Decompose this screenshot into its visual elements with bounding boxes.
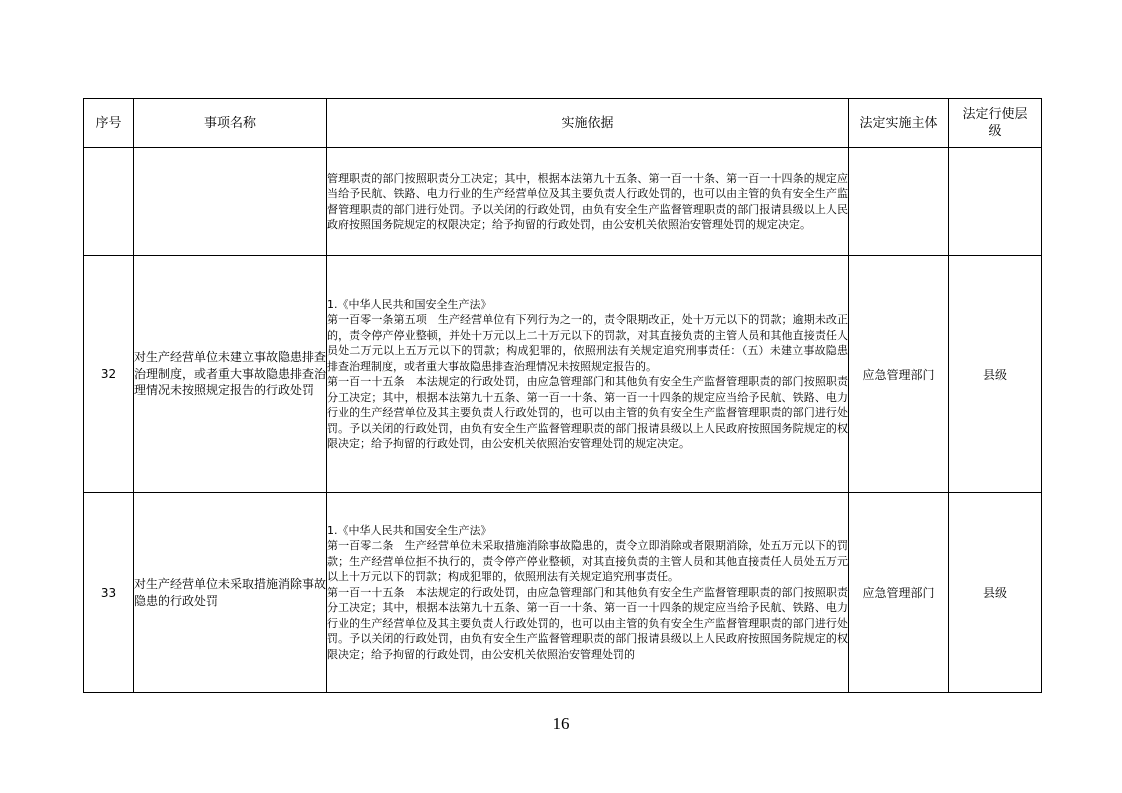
header-level — [949, 99, 1042, 148]
row-subject: 应急管理部门 — [849, 493, 949, 693]
cell-index-empty — [84, 148, 134, 256]
row-item-name: 对生产经营单位未建立事故隐患排查治理制度，或者重大事故隐患排查治理情况未按照规定报告的行政处罚 — [134, 256, 327, 493]
table-row-continued — [84, 148, 1042, 256]
row-basis — [327, 493, 849, 693]
row-index: 32 — [84, 256, 134, 493]
cell-subject-empty — [849, 148, 949, 256]
administrative-penalty-table — [83, 98, 1042, 693]
cell-basis-continued — [327, 148, 849, 256]
row-subject: 应急管理部门 — [849, 256, 949, 493]
basis-continued-text: 管理职责的部门按照职责分工决定；其中，根据本法第九十五条、第一百一十条、第一百一十四条的规定应当给予民航、铁路、电力行业的生产经营单位及其主要负责人行政处罚的，也可以由主管的负有安全生产监督管理职责的部门进行处罚。予以关闭的行政处罚，由负有安全生产监督管理职责的部门报请县级以上人民政府按照国务院规定的权限决定；给予拘留的行政处罚，由公安机关依照治安管理处罚的规定决定。 — [327, 171, 848, 231]
table-row — [84, 493, 1042, 693]
row-basis — [327, 256, 849, 493]
cell-name-empty — [134, 148, 327, 256]
header-item-name: 事项名称 — [134, 99, 327, 148]
table-header-row — [84, 99, 1042, 148]
basis-law-title: 1.《中华人民共和国安全生产法》 — [327, 297, 492, 311]
basis-article: 第一百零二条 生产经营单位未采取措施消除事故隐患的，责令立即消除或者限期消除，处五万元以下的罚款；生产经营单位拒不执行的，责令停产停业整顿，对其直接负责的主管人员和其他直接责任人员处五万元以上十万元以下的罚款；构成犯罪的，依照刑法有关规定追究刑事责任。 — [327, 539, 848, 584]
header-level-line1: 法定行使层 — [962, 107, 1028, 122]
row-level: 县级 — [949, 256, 1042, 493]
header-index: 序号 — [84, 99, 134, 148]
row-item-name: 对生产经营单位未采取措施消除事故隐患的行政处罚 — [134, 493, 327, 693]
basis-article: 第一百一十五条 本法规定的行政处罚，由应急管理部门和其他负有安全生产监督管理职责的部门按照职责分工决定；其中，根据本法第九十五条、第一百一十条、第一百一十四条的规定应当给予民航、铁路、电力行业的生产经营单位及其主要负责人行政处罚的，也可以由主管的负有安全生产监督管理职责的部门进行处罚。予以关闭的行政处罚，由负有安全生产监督管理职责的部门报请县级以上人民政府按照国务院规定的权限决定；给予拘留的行政处罚，由公安机关依照治安管理处罚的规定决定。 — [327, 375, 848, 450]
header-subject: 法定实施主体 — [849, 99, 949, 148]
basis-article: 第一百一十五条 本法规定的行政处罚，由应急管理部门和其他负有安全生产监督管理职责的部门按照职责分工决定；其中，根据本法第九十五条、第一百一十条、第一百一十四条的规定应当给予民航、铁路、电力行业的生产经营单位及其主要负责人行政处罚的，也可以由主管的负有安全生产监督管理职责的部门进行处罚。予以关闭的行政处罚，由负有安全生产监督管理职责的部门报请县级以上人民政府按照国务院规定的权限决定；给予拘留的行政处罚，由公安机关依照治安管理处罚的 — [327, 585, 848, 661]
row-level: 县级 — [949, 493, 1042, 693]
header-level-line2: 级 — [988, 124, 1002, 139]
basis-article: 第一百零一条第五项 生产经营单位有下列行为之一的，责令限期改正，处十万元以下的罚款；逾期未改正的，责令停产停业整顿，并处十万元以上二十万元以下的罚款，对其直接负责的主管人员和其他直接责任人员处二万元以上五万元以下的罚款；构成犯罪的，依照刑法有关规定追究刑事责任：（五）未建立事故隐患排查治理制度，或者重大事故隐患排查治理情况未按照规定报告的。 — [327, 313, 848, 373]
header-basis: 实施依据 — [327, 99, 849, 148]
basis-law-title: 1.《中华人民共和国安全生产法》 — [327, 523, 492, 537]
page-number: 16 — [552, 714, 570, 733]
table-row — [84, 256, 1042, 493]
cell-level-empty — [949, 148, 1042, 256]
row-index: 33 — [84, 493, 134, 693]
